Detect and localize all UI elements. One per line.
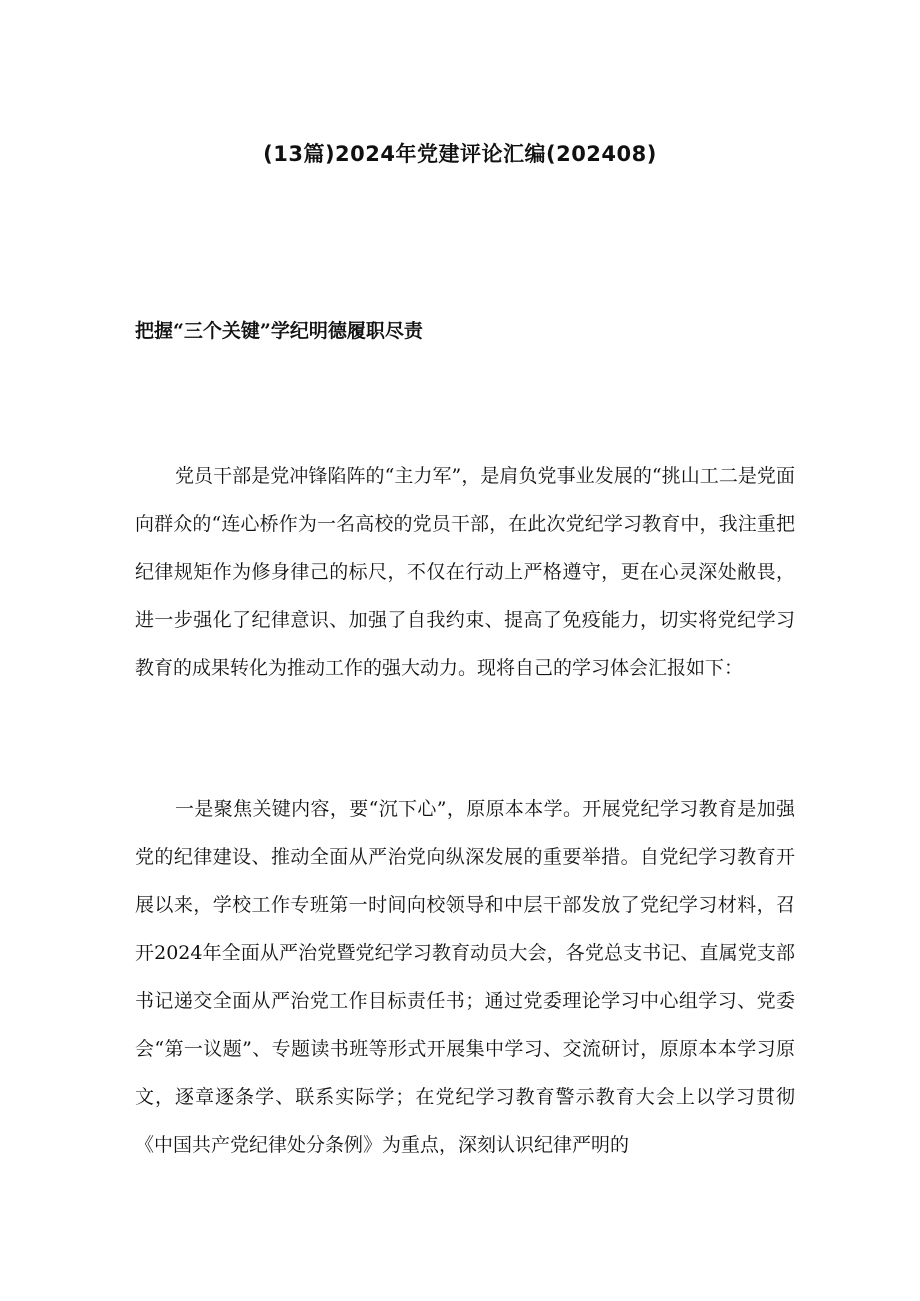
- document-title: (13篇)2024年党建评论汇编(202408): [263, 142, 657, 166]
- body-paragraph-point-one: 一是聚焦关键内容，要“沉下心”，原原本本学。开展党纪学习教育是加强党的纪律建设、推动全面从严治党向纵深发展的重要举措。自党纪学习教育开展以来，学校工作专班第一时间向校领导和中层干部发放了党纪学习材料，召开2024年全面从严治党暨党纪学习教育动员大会，各党总支书记、直属党支部书记递交全面从严治党工作目标责任书；通过党委理论学习中心组学习、党委会“第一议题”、专题读书班等形式开展集中学习、交流研讨，原原本本学习原文，逐章逐条学、联系实际学；在党纪学习教育警示教育大会上以学习贯彻《中国共产党纪律处分条例》为重点，深刻认识纪律严明的: [135, 798, 795, 1156]
- body-paragraph-intro: 党员干部是党冲锋陷阵的“主力军”，是肩负党事业发展的“挑山工二是党面向群众的“连心桥作为一名高校的党员干部，在此次党纪学习教育中，我注重把纪律规矩作为修身律己的标尺，不仅在行动上严格遵守，更在心灵深处敝畏，进一步强化了纪律意识、加强了自我约束、提高了免疫能力，切实将党纪学习教育的成果转化为推动工作的强大动力。现将自己的学习体会汇报如下：: [135, 465, 795, 679]
- section-heading: 把握“三个关键”学纪明德履职尽责: [135, 320, 423, 342]
